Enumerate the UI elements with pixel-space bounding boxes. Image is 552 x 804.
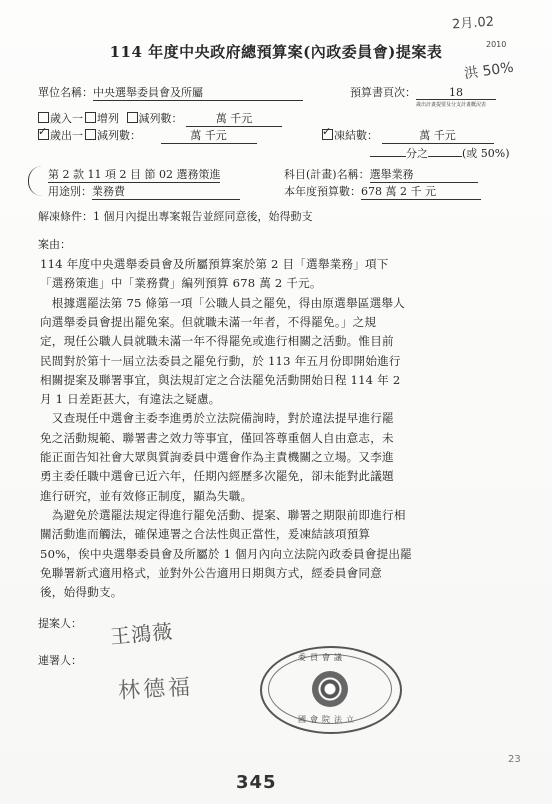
reason-line: 根據選罷法第 75 條第一項「公職人員之罷免，得由原選舉區選舉人 [40, 295, 405, 310]
handwritten-time: 2010 [486, 40, 507, 49]
proposer-label: 提案人： [38, 617, 82, 630]
reason-line: 又查現任中選會主委李進勇於立法院備詢時，對於違法提早進行罷 [40, 411, 394, 426]
expense-checkbox[interactable] [38, 129, 49, 140]
unit-field [38, 84, 303, 101]
budget-value: 678 萬 2 千 元 [361, 183, 481, 200]
page-ref-field [350, 84, 496, 100]
cosigner-label: 連署人： [38, 654, 82, 667]
subject-value: 選舉業務 [370, 166, 478, 183]
page-ref-label: 預算書頁次： [350, 86, 416, 99]
reason-line: 114 年度中央選舉委員會及所屬預算案於第 2 目「選舉業務」項下 [40, 257, 389, 271]
page-title: 114 年度中央政府總預算案(內政委員會)提案表 [109, 43, 443, 61]
reason-line: 免聯署新式適用格式，並對外公告適用日期與方式，經委員會同意 [40, 565, 383, 580]
reason-line: 相關提案及聯署事宜，與法規訂定之合法罷免活動開始日程 114 年 2 [40, 372, 401, 387]
freeze-field [322, 127, 494, 144]
portion-field [370, 145, 510, 161]
seal-top-text: 委員會議 [298, 653, 346, 662]
line-item-kuan: 第 2 款 11 項 2 目 節 02 選務策進 [48, 168, 221, 181]
unit-value: 中央選舉委員會及所屬 [93, 84, 303, 101]
increase-checkbox[interactable] [85, 112, 96, 123]
use-label: 用途別： [48, 185, 92, 198]
budget-label: 本年度預算數： [284, 185, 361, 198]
page-ref-value: 18 [416, 86, 496, 100]
revenue-label: 歲入一 [50, 112, 83, 125]
use-field [48, 183, 240, 200]
proposer-signature: 王鴻薇 [109, 619, 175, 649]
reason-line: 關活動進而觸法，確保連署之合法性與正當性，爰凍結該項預算 [40, 527, 371, 542]
handwritten-initials: 洪 50% [463, 59, 515, 83]
portion-value: (或 50%) [462, 147, 510, 160]
expense-decrease-label: 減列數： [97, 129, 141, 142]
expense-amount: 萬 千元 [161, 127, 257, 144]
reason-line: 後，始得動支。 [40, 585, 123, 600]
expense-row [38, 127, 257, 144]
revenue-amount: 萬 千元 [186, 110, 282, 127]
increase-label: 增列 [97, 112, 119, 125]
budget-field [284, 183, 481, 200]
unfreeze-condition: 解凍條件：1 個月內提出專案報告並經同意後，始得動支 [38, 210, 313, 223]
reason-line: 「選務策進」中「業務費」編列預算 678 萬 2 千元。 [40, 276, 322, 291]
reason-line: 為避免於選罷法規定得進行罷免活動、提案、聯署之期限前即進行相 [40, 507, 406, 522]
reason-line: 民間對於第十一屆立法委員之罷免行動，於 113 年五月份即開始進行 [40, 353, 401, 368]
reason-line: 進行研究，並有效修正制度，顯為失職。 [40, 488, 253, 503]
page-ref-note: 歲出計畫提要及分支計畫概況表 [416, 102, 487, 108]
reason-line: 能正面告知社會大眾與質詢委員中選會作為主責機關之立場。又李進 [40, 450, 394, 464]
subject-field [284, 166, 478, 183]
reason-label: 案由： [38, 238, 71, 251]
decrease-checkbox[interactable] [127, 112, 138, 123]
freeze-label: 凍結數： [334, 129, 378, 142]
reason-line: 免之活動規範、聯署書之效力等事宜，僅回答尊重個人自由意志，未 [40, 430, 394, 445]
reason-line: 定，現任公職人員就職未滿一年不得罷免或進行相關之活動。惟目前 [40, 334, 394, 349]
freeze-amount: 萬 千元 [382, 127, 494, 144]
reason-line: 向選舉委員會提出罷免案。但就職未滿一年者，不得罷免。」之規 [40, 314, 377, 329]
corner-mark: 23 [508, 754, 521, 765]
decrease-label: 減列數： [138, 112, 183, 125]
legislative-seal-stamp [260, 646, 402, 734]
cosigner-signature: 林德福 [117, 675, 194, 704]
page-number: 345 [236, 772, 277, 793]
expense-decrease-checkbox[interactable] [85, 129, 96, 140]
reason-line: 勇主委任職中選會已近六年，任期內經歷多次罷免，卻未能對此議題 [40, 469, 394, 484]
freeze-checkbox[interactable] [322, 129, 333, 140]
revenue-checkbox[interactable] [38, 112, 49, 123]
reason-line: 50%，俟中央選舉委員會及所屬於 1 個月內向立法院內政委員會提出罷 [40, 546, 412, 561]
subject-label: 科目(計畫)名稱： [284, 168, 370, 181]
seal-bottom-text: 國會院法立 [298, 715, 358, 724]
expense-label: 歲出一 [50, 129, 83, 142]
unit-label: 單位名稱： [38, 86, 93, 99]
revenue-row [38, 110, 282, 127]
portion-label: 分之 [406, 147, 428, 160]
handwritten-date: 2月.02 [451, 14, 495, 33]
use-value: 業務費 [92, 183, 240, 200]
national-emblem-icon [312, 671, 348, 707]
reason-line: 月 1 日差距甚大，有違法之疑慮。 [40, 392, 221, 407]
